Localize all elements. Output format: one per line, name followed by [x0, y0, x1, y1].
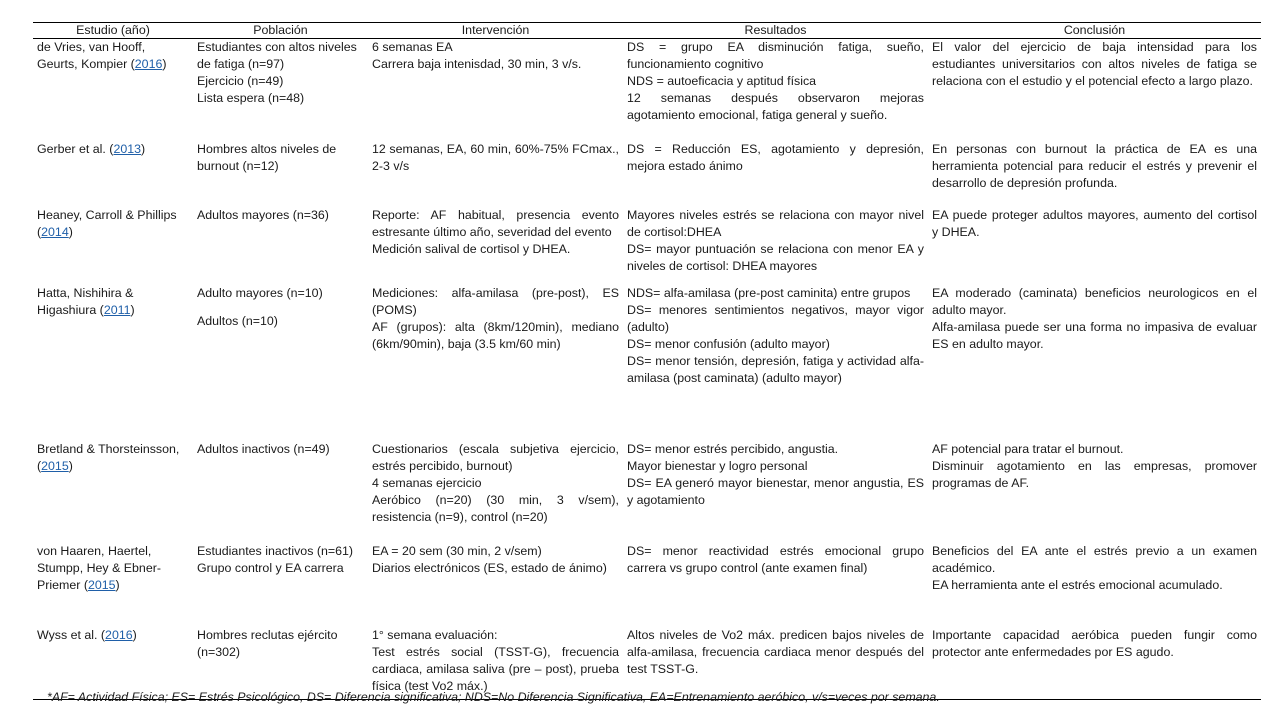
cell-population [193, 441, 368, 543]
cell-study [33, 627, 193, 700]
studies-table [33, 22, 1261, 700]
cell-intervention [368, 441, 623, 543]
intervention-line: AF (grupos): alta (8km/120min), mediano (6km/90min), baja (3.5 km/60 min) [372, 319, 619, 351]
results-line: DS= EA generó mayor bienestar, menor angustia, ES y agotamiento [627, 475, 924, 507]
population-line: Adultos inactivos (n=49) [197, 441, 330, 456]
study-year-link[interactable]: 2015 [87, 577, 116, 592]
conclusion-line: Beneficios del EA ante el estrés previo a un examen académico. [932, 543, 1257, 575]
study-year-link[interactable]: 2014 [41, 224, 69, 239]
cell-results [623, 285, 928, 441]
cell-population [193, 207, 368, 285]
study-year-link[interactable]: 2011 [103, 302, 131, 317]
conclusion-line: Disminuir agotamiento en las empresas, promover programas de AF. [932, 458, 1257, 490]
spacer [197, 302, 364, 313]
cell-conclusion [928, 543, 1261, 627]
results-line: DS= menores sentimientos negativos, mayor vigor (adulto) [627, 302, 924, 334]
intervention-line: Reporte: AF habitual, presencia evento estresante último año, severidad del evento [372, 207, 619, 239]
intervention-line: Diarios electrónicos (ES, estado de ánimo) [372, 560, 607, 575]
cell-population [193, 141, 368, 207]
conclusion-line: En personas con burnout la práctica de EA es una herramienta potencial para reducir el estrés y prevenir el desarrollo de depresión profunda. [932, 141, 1257, 190]
table-footnote: *AF= Actividad Física; ES= Estrés Psicológico, DS= Diferencia significativa; NDS=No Diferencia Significativa, EA=Entrenamiento aeróbico, v/s=veces por semana. [47, 690, 940, 704]
cell-results [623, 39, 928, 141]
cell-conclusion [928, 441, 1261, 543]
intervention-line: Test estrés social (TSST-G), frecuencia cardiaca, amilasa saliva (pre – post), prueba física (test Vo2 máx.) [372, 644, 619, 693]
table-row [33, 543, 1261, 627]
intervention-line: Mediciones: alfa-amilasa (pre-post), ES (POMS) [372, 285, 619, 317]
conclusion-line: AF potencial para tratar el burnout. [932, 441, 1124, 456]
table-row [33, 141, 1261, 207]
cell-intervention [368, 207, 623, 285]
results-line: DS= menor confusión (adulto mayor) [627, 336, 830, 351]
cell-population [193, 39, 368, 141]
population-line: Estudiantes con altos niveles de fatiga (n=97) [197, 40, 357, 71]
results-line: DS= mayor puntuación se relaciona con menor EA y niveles de cortisol: DHEA mayores [627, 241, 924, 273]
results-line: Mayor bienestar y logro personal [627, 458, 808, 473]
results-line: DS = Reducción ES, agotamiento y depresión, mejora estado ánimo [627, 141, 924, 173]
population-line: Hombres reclutas ejército (n=302) [197, 627, 338, 659]
cell-results [623, 441, 928, 543]
intervention-line: Aeróbico (n=20) (30 min, 3 v/sem), resistencia (n=9), control (n=20) [372, 492, 619, 524]
intervention-line: 6 semanas EA [372, 40, 453, 54]
study-authors: Bretland & Thorsteinsson, ( [37, 441, 180, 473]
results-line: Mayores niveles estrés se relaciona con mayor nivel de cortisol:DHEA [627, 207, 924, 239]
study-close-paren: ) [68, 458, 73, 473]
population-line: Adulto mayores (n=10) [197, 285, 323, 300]
results-line: DS = grupo EA disminución fatiga, sueño, funcionamiento cognitivo [627, 40, 924, 71]
study-year-link[interactable]: 2015 [41, 458, 69, 473]
study-close-paren: ) [130, 302, 135, 317]
cell-study [33, 207, 193, 285]
table-header-row [33, 23, 1261, 39]
conclusion-line: EA herramienta ante el estrés emocional acumulado. [932, 577, 1223, 592]
cell-results [623, 543, 928, 627]
population-line: Adultos (n=10) [197, 313, 278, 328]
cell-population [193, 543, 368, 627]
results-line: DS= menor tensión, depresión, fatiga y actividad alfa-amilasa (post caminata) (adulto mayor) [627, 353, 924, 385]
results-line: NDS = autoeficacia y aptitud física [627, 74, 817, 88]
cell-conclusion [928, 627, 1261, 700]
cell-conclusion [928, 207, 1261, 285]
cell-intervention [368, 141, 623, 207]
conclusion-line: EA moderado (caminata) beneficios neurologicos en el adulto mayor. [932, 285, 1257, 317]
cell-results [623, 207, 928, 285]
study-authors: Heaney, Carroll & Phillips ( [37, 207, 177, 239]
results-line: NDS= alfa-amilasa (pre-post caminita) entre grupos [627, 285, 911, 300]
cell-study [33, 441, 193, 543]
population-line: Ejercicio (n=49) [197, 74, 284, 88]
table-row [33, 39, 1261, 141]
study-year-link[interactable]: 2016 [105, 627, 133, 642]
cell-results [623, 141, 928, 207]
study-authors: von Haaren, Haertel, Stumpp, Hey & Ebner-Priemer ( [37, 543, 161, 592]
study-authors: de Vries, van Hooff, Geurts, Kompier ( [37, 40, 146, 71]
header-population: Población [193, 23, 368, 39]
study-authors: Gerber et al. ( [37, 141, 114, 156]
table-row [33, 627, 1261, 700]
study-close-paren: ) [162, 57, 167, 71]
cell-study [33, 543, 193, 627]
cell-intervention [368, 543, 623, 627]
population-line: Adultos mayores (n=36) [197, 207, 329, 222]
header-intervention: Intervención [368, 23, 623, 39]
results-line: DS= menor reactividad estrés emocional grupo carrera vs grupo control (ante examen final) [627, 543, 924, 575]
cell-conclusion [928, 141, 1261, 207]
table-row [33, 207, 1261, 285]
conclusion-line: EA puede proteger adultos mayores, aumento del cortisol y DHEA. [932, 207, 1257, 239]
header-results: Resultados [623, 23, 928, 39]
intervention-line: Carrera baja intenisdad, 30 min, 3 v/s. [372, 57, 582, 71]
intervention-line: 12 semanas, EA, 60 min, 60%-75% FCmax., 2-3 v/s [372, 141, 619, 173]
intervention-line: Medición salival de cortisol y DHEA. [372, 241, 571, 256]
intervention-line: 4 semanas ejercicio [372, 475, 482, 490]
cell-population [193, 627, 368, 700]
cell-population [193, 285, 368, 441]
study-close-paren: ) [132, 627, 137, 642]
cell-intervention [368, 627, 623, 700]
header-conclusion: Conclusión [928, 23, 1261, 39]
study-authors: Wyss et al. ( [37, 627, 106, 642]
cell-conclusion [928, 285, 1261, 441]
intervention-line: EA = 20 sem (30 min, 2 v/sem) [372, 543, 542, 558]
study-year-link[interactable]: 2013 [113, 141, 142, 156]
cell-results [623, 627, 928, 700]
conclusion-line: Importante capacidad aeróbica pueden fungir como protector ante enfermedades por ES agudo. [932, 627, 1257, 659]
conclusion-line: Alfa-amilasa puede ser una forma no impasiva de evaluar ES en adulto mayor. [932, 319, 1257, 351]
table-row [33, 441, 1261, 543]
header-study: Estudio (año) [33, 23, 193, 39]
study-authors: Hatta, Nishihira & Higashiura ( [37, 285, 134, 317]
results-line: Altos niveles de Vo2 máx. predicen bajos niveles de alfa-amilasa, frecuencia cardiaca menor después del test TSST-G. [627, 627, 924, 676]
conclusion-line: El valor del ejercicio de baja intensidad para los estudiantes universitarios con altos niveles de fatiga se relaciona con el estudio y el potencial efecto a largo plazo. [932, 40, 1257, 88]
population-line: Hombres altos niveles de burnout (n=12) [197, 141, 337, 173]
results-line: DS= menor estrés percibido, angustia. [627, 441, 839, 456]
population-line: Lista espera (n=48) [197, 91, 305, 105]
intervention-line: 1° semana evaluación: [372, 627, 498, 642]
population-line: Estudiantes inactivos (n=61) [197, 543, 354, 558]
results-line: 12 semanas después observaron mejoras agotamiento emocional, fatiga general y sueño. [627, 91, 924, 122]
study-close-paren: ) [141, 141, 146, 156]
cell-conclusion [928, 39, 1261, 141]
study-year-link[interactable]: 2016 [134, 57, 163, 71]
cell-intervention [368, 285, 623, 441]
cell-study [33, 141, 193, 207]
table-row [33, 285, 1261, 441]
cell-study [33, 39, 193, 141]
cell-intervention [368, 39, 623, 141]
intervention-line: Cuestionarios (escala subjetiva ejercicio, estrés percibido, burnout) [372, 441, 619, 473]
cell-study [33, 285, 193, 441]
population-line: Grupo control y EA carrera [197, 560, 344, 575]
study-close-paren: ) [68, 224, 73, 239]
study-close-paren: ) [115, 577, 120, 592]
